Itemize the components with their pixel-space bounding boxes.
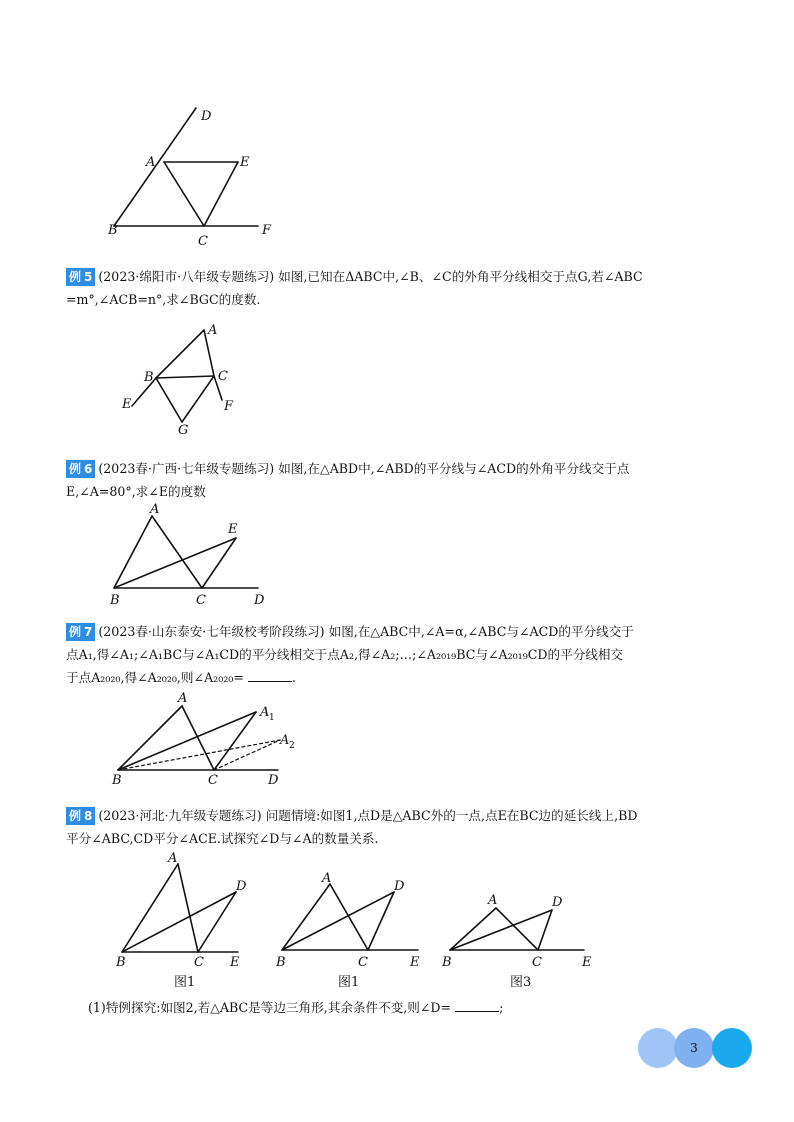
- label-A: A: [178, 691, 188, 706]
- label-B: B: [276, 955, 286, 970]
- example-tag: 例 5: [66, 268, 95, 286]
- label-A: A: [146, 155, 156, 170]
- label-F: F: [262, 223, 272, 238]
- figure-ex6: [104, 500, 274, 610]
- example-8: [66, 804, 730, 850]
- label-E: E: [240, 155, 250, 170]
- example-7: 例 7 (2023春·山东泰安·七年级校考阶段练习) 如图,在△ABC中,∠A=α,∠ABC与∠ACD的平分线交于 点A₁,得∠A₁;∠A₁BC与∠A₁CD的平分线相交于点A₂,得∠A₂;…;∠A₂₀₁₉BC与∠A₂₀₁₉CD的平分线相交 于点A₂₀₂₀,得∠A₂₀₂₀,则∠A₂₀₂₀= .: [66, 624, 634, 685]
- figure-caption: 图3: [510, 975, 532, 990]
- page-number: 3: [690, 1041, 698, 1055]
- figure-top: [100, 100, 300, 250]
- label-D: D: [394, 879, 405, 894]
- label-E: E: [228, 522, 238, 537]
- example-source: (2023·绵阳市·八年级专题练习): [98, 269, 275, 284]
- label-C: C: [208, 773, 218, 788]
- example-text-line: 如图,在△ABC中,∠A=α,∠ABC与∠ACD的平分线交于: [328, 624, 634, 639]
- answer-blank: [248, 669, 292, 682]
- label-B: B: [112, 773, 122, 788]
- example-text-line: 如图,在△ABD中,∠ABD的平分线与∠ACD的外角平分线交于点: [278, 461, 630, 476]
- label-D: D: [552, 895, 563, 910]
- example-text-line: 平分∠ABC,CD平分∠ACE.试探究∠D与∠A的数量关系.: [66, 831, 379, 846]
- figure-caption: 图1: [338, 975, 360, 990]
- figure-ex8-1: [112, 850, 252, 990]
- example-8-question-1: (1)特例探究:如图2,若△ABC是等边三角形,其余条件不变,则∠D= ;: [88, 1000, 504, 1015]
- example-text-line: 如图,已知在ΔABC中,∠B、∠C的外角平分线相交于点G,若∠ABC: [278, 269, 643, 284]
- label-B: B: [116, 955, 126, 970]
- figure-ex8-3: [438, 880, 598, 990]
- example-5: [66, 265, 730, 311]
- label-A: A: [168, 851, 178, 866]
- label-A1: A: [260, 705, 270, 720]
- label-D: D: [268, 773, 279, 788]
- example-6: [66, 457, 730, 503]
- label-C: C: [218, 369, 228, 384]
- label-G: G: [178, 423, 189, 438]
- label-A1-sub: 1: [269, 713, 275, 723]
- example-text-line: =m°,∠ACB=n°,求∠BGC的度数.: [66, 292, 261, 307]
- example-source: (2023春·广西·七年级专题练习): [98, 461, 275, 476]
- example-source: (2023春·山东泰安·七年级校考阶段练习): [98, 624, 325, 639]
- label-A2: A: [280, 733, 290, 748]
- label-B: B: [110, 593, 120, 608]
- example-source: (2023·河北·九年级专题练习): [98, 808, 262, 823]
- label-B: B: [108, 223, 118, 238]
- example-text-line: E,∠A=80°,求∠E的度数: [66, 484, 206, 499]
- label-C: C: [358, 955, 368, 970]
- example-tag: 例 7: [66, 623, 95, 641]
- answer-blank: [455, 999, 499, 1012]
- label-A: A: [150, 502, 160, 517]
- label-D: D: [201, 109, 212, 124]
- label-A: A: [208, 323, 218, 338]
- decor-dot: [712, 1028, 752, 1068]
- label-E: E: [230, 955, 240, 970]
- example-tag: 例 8: [66, 807, 95, 825]
- label-C: C: [196, 593, 206, 608]
- figure-ex8-2: [272, 860, 432, 990]
- label-E: E: [122, 397, 132, 412]
- label-C: C: [198, 234, 208, 249]
- label-A: A: [322, 871, 332, 886]
- example-tag: 例 6: [66, 460, 95, 478]
- example-text-line: 于点A₂₀₂₀,得∠A₂₀₂₀,则∠A₂₀₂₀=: [66, 670, 244, 685]
- figure-ex7: [108, 688, 308, 788]
- label-F: F: [224, 399, 234, 414]
- decor-dot: [638, 1028, 678, 1068]
- label-C: C: [194, 955, 204, 970]
- page-number-badge: [638, 1028, 752, 1068]
- label-A: A: [488, 893, 498, 908]
- label-A2-sub: 2: [289, 741, 295, 751]
- label-E: E: [582, 955, 592, 970]
- label-C: C: [532, 955, 542, 970]
- question-text: (1)特例探究:如图2,若△ABC是等边三角形,其余条件不变,则∠D=: [88, 1000, 452, 1015]
- example-text-line: 点A₁,得∠A₁;∠A₁BC与∠A₁CD的平分线相交于点A₂,得∠A₂;…;∠A₂₀₁₉BC与∠A₂₀₁₉CD的平分线相交: [66, 647, 624, 662]
- example-text-line: 问题情境:如图1,点D是△ABC外的一点,点E在BC边的延长线上,BD: [265, 808, 638, 823]
- label-E: E: [410, 955, 420, 970]
- label-B: B: [144, 370, 154, 385]
- figure-ex5: [118, 320, 248, 440]
- label-B: B: [442, 955, 452, 970]
- label-D: D: [254, 593, 265, 608]
- figure-caption: 图1: [174, 975, 196, 990]
- label-D: D: [236, 879, 247, 894]
